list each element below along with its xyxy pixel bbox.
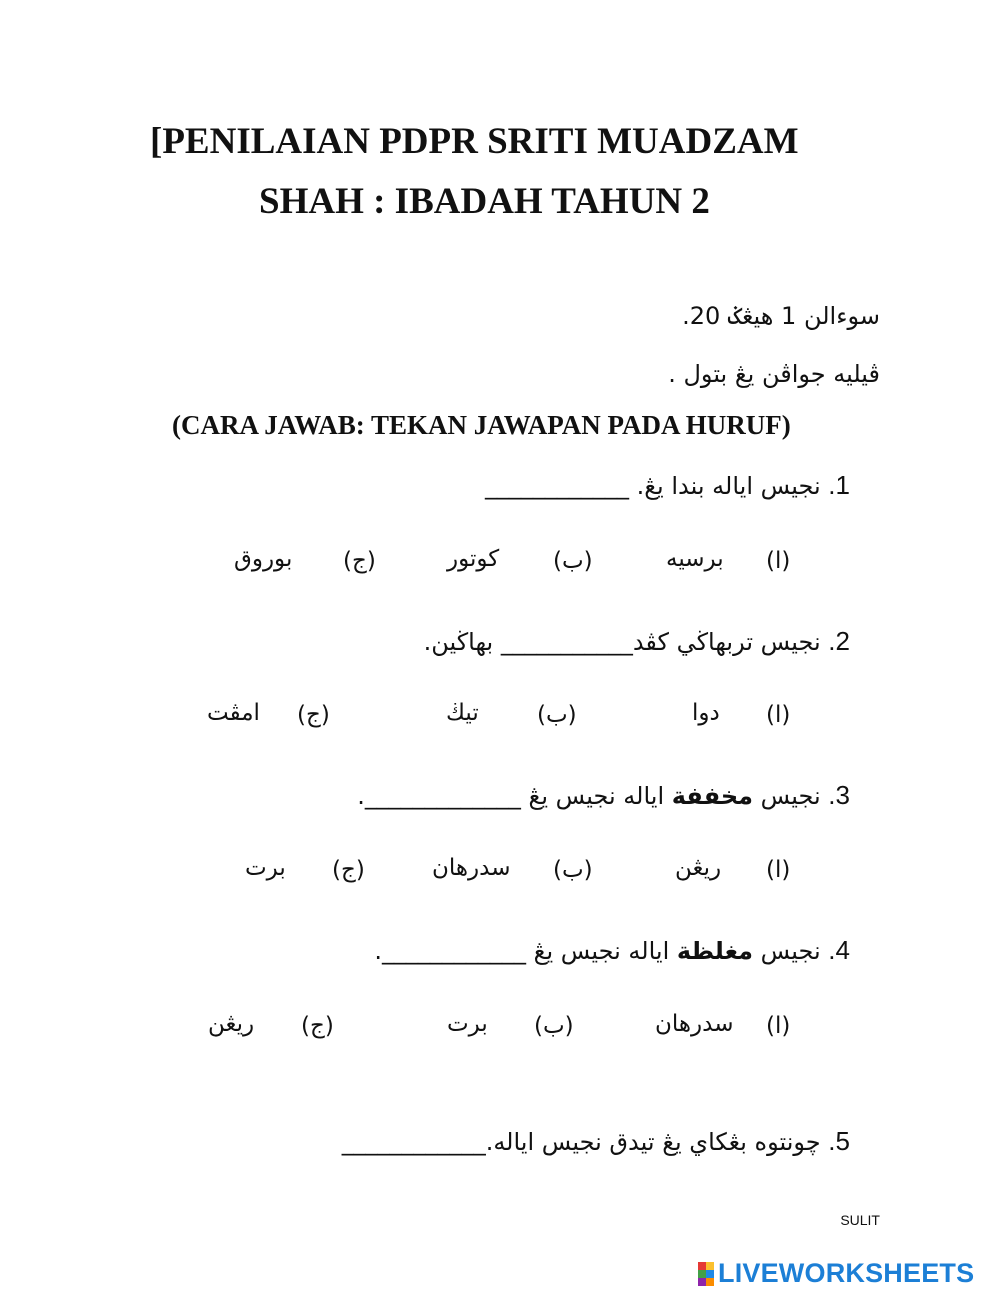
intro-line-2: ڤيليه جواڤن يڠ بتول . bbox=[668, 360, 880, 388]
title-line-1: [PENILAIAN PDPR SRITI MUADZAM bbox=[150, 121, 799, 162]
term-mukhaffafah: مخففة bbox=[671, 782, 754, 810]
instruction: (CARA JAWAB: TEKAN JAWAPAN PADA HURUF) bbox=[172, 410, 791, 440]
q3-option-b-letter[interactable]: (ب) bbox=[553, 857, 593, 883]
q4-option-c-text: ريڠن bbox=[208, 1011, 255, 1037]
q2-option-b-text: تيڬ bbox=[446, 700, 479, 726]
q4-option-b-text: برت bbox=[447, 1011, 488, 1037]
q2-option-b-letter[interactable]: (ب) bbox=[537, 702, 577, 728]
q4-option-b-letter[interactable]: (ب) bbox=[534, 1013, 574, 1039]
answer-blank[interactable]: ____________ bbox=[341, 1128, 486, 1156]
q1-option-c-text: بوروق bbox=[234, 546, 293, 572]
q2-option-a-text: دوا bbox=[692, 700, 720, 726]
intro-line-1: سوءالن 1 هيڠݢ 20. bbox=[682, 302, 880, 330]
sulit-label: SULIT bbox=[840, 1212, 880, 1228]
question-4: 4. نجيس مغلظة اياله نجيس يڠ ____________. bbox=[374, 935, 850, 965]
liveworksheets-brand: LIVEWORKSHEETS bbox=[718, 1258, 975, 1288]
q4-option-a-text: سدرهان bbox=[655, 1011, 734, 1037]
q2-option-c-text: امڤت bbox=[207, 700, 260, 726]
q3-option-b-text: سدرهان bbox=[432, 855, 511, 881]
question-1: 1. نجيس اياله بندا يڠ. ____________ bbox=[484, 470, 850, 500]
liveworksheets-logo[interactable] bbox=[698, 1258, 974, 1289]
question-3: 3. نجيس مخففة اياله نجيس يڠ _____________. bbox=[357, 780, 850, 810]
answer-blank[interactable]: ____________ bbox=[484, 472, 629, 500]
q2-option-a-letter[interactable]: (ا) bbox=[766, 702, 791, 728]
q3-option-a-text: ريڠن bbox=[675, 855, 722, 881]
question-2: 2. نجيس تربهاڬي كڤد___________ بهاڬين. bbox=[423, 626, 850, 656]
answer-blank[interactable]: _____________ bbox=[364, 782, 521, 810]
q3-option-c-text: برت bbox=[245, 855, 286, 881]
answer-blank[interactable]: ____________ bbox=[382, 937, 527, 965]
liveworksheets-logo-icon bbox=[698, 1262, 714, 1286]
q1-option-a-letter[interactable]: (ا) bbox=[766, 548, 791, 574]
q1-option-b-text: كوتور bbox=[447, 546, 500, 572]
term-mughallazah: مغلظة bbox=[676, 937, 754, 965]
q4-option-c-letter[interactable]: (ج) bbox=[301, 1013, 334, 1039]
q1-option-c-letter[interactable]: (ج) bbox=[343, 548, 376, 574]
q3-option-a-letter[interactable]: (ا) bbox=[766, 857, 791, 883]
answer-blank[interactable]: ___________ bbox=[500, 628, 633, 656]
q1-option-b-letter[interactable]: (ب) bbox=[553, 548, 593, 574]
q1-option-a-text: برسيه bbox=[666, 546, 724, 572]
question-5: 5. چونتوه بڠكاي يڠ تيدق نجيس اياله.____________ bbox=[341, 1126, 850, 1156]
q3-option-c-letter[interactable]: (ج) bbox=[332, 857, 365, 883]
q2-option-c-letter[interactable]: (ج) bbox=[297, 702, 330, 728]
q4-option-a-letter[interactable]: (ا) bbox=[766, 1013, 791, 1039]
title-line-2: SHAH : IBADAH TAHUN 2 bbox=[259, 181, 710, 222]
